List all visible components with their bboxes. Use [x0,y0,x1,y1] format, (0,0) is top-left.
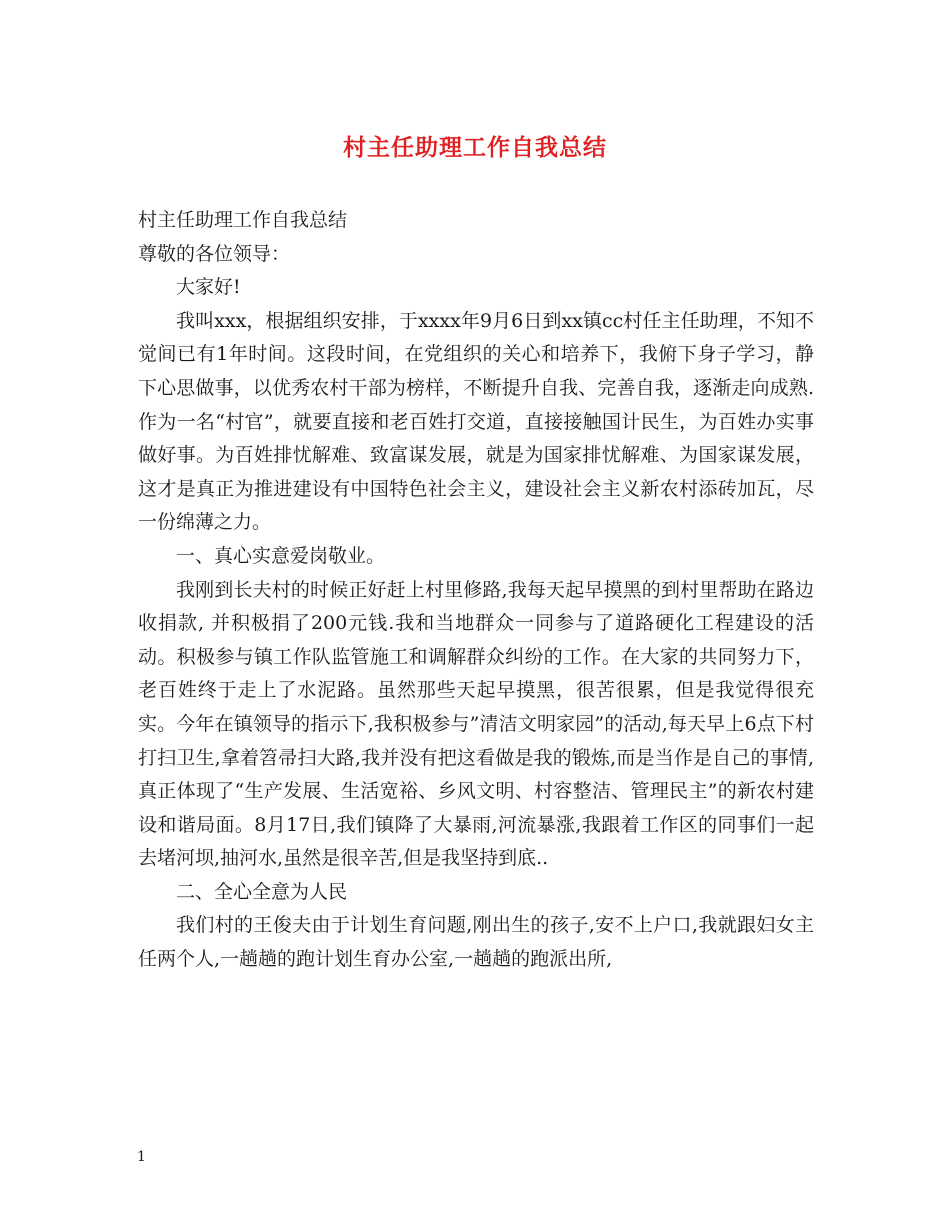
paragraph-section-1: 我刚到长夫村的时候正好赶上村里修路,我每天起早摸黑的到村里帮助在路边收捐款, 并积极捐了200元钱.我和当地群众一同参与了道路硬化工程建设的活动。积极参与镇工作队监管施工和调解群众纠纷的工作。在大家的共同努力下，老百姓终于走上了水泥路。虽然那些天起早摸黑，很苦很累，但是我觉得很充实。今年在镇领导的指示下,我积极参与”清洁文明家园”的活动,每天早上6点下村打扫卫生,拿着笤帚扫大路,我并没有把这看做是我的锻炼,而是当作是自己的事情,真正体现了“生产发展、生活宽裕、乡风文明、村容整洁、管理民主”的新农村建设和谐局面。8月17日,我们镇降了大暴雨,河流暴涨,我跟着工作区的同事们一起去堵河坝,抽河水,虽然是很辛苦,但是我坚持到底.. [138,578,814,870]
document-body [138,204,814,977]
salutation: 尊敬的各位领导： [138,242,291,265]
section-heading-1: 一、真心实意爱岗敬业。 [176,544,386,567]
section-heading-2: 二、全心全意为人民 [176,880,348,903]
page-number: 1 [137,1149,146,1165]
document-title: 村主任助理工作自我总结 [343,134,607,161]
body-heading: 村主任助理工作自我总结 [138,209,348,231]
paragraph-section-2: 我们村的王俊夫由于计划生育问题,刚出生的孩子,安不上户口,我就跟妇女主任两个人,一趟趟的跑计划生育办公室,一趟趟的跑派出所, [138,914,814,971]
greeting: 大家好! [176,276,241,299]
paragraph-intro: 我叫xxx，根据组织安排，于xxxx年9月6日到xx镇cc村任主任助理，不知不觉间已有1年时间。这段时间，在党组织的关心和培养下，我俯下身子学习，静下心思做事，以优秀农村干部为榜样，不断提升自我、完善自我，逐渐走向成熟.作为一名“村官”，就要直接和老百姓打交道，直接接触国计民生，为百姓办实事做好事。为百姓排忧解难、致富谋发展，就是为国家排忧解难、为国家谋发展，这才是真正为推进建设有中国特色社会主义，建设社会主义新农村添砖加瓦，尽一份绵薄之力。 [138,309,814,534]
